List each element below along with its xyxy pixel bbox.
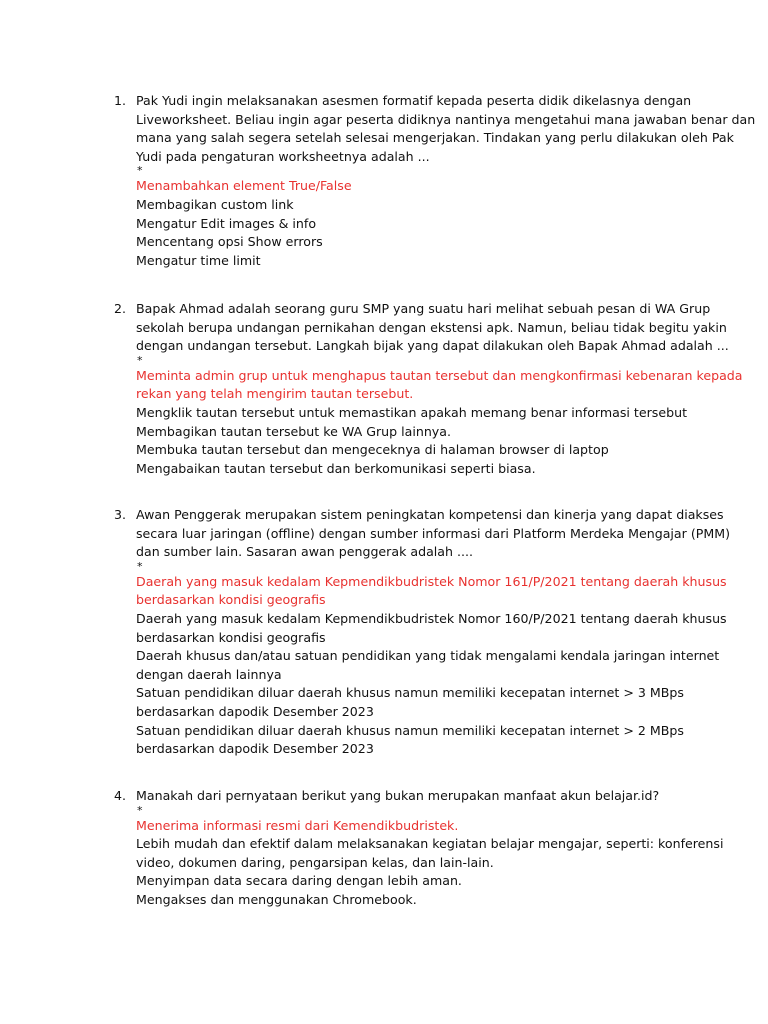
correct-answer: berdasarkan kondisi geografis bbox=[136, 592, 326, 608]
question-text-line: Manakah dari pernyataan berikut yang bukan merupakan manfaat akun belajar.id? bbox=[136, 788, 660, 803]
correct-answer: Menambahkan element True/False bbox=[136, 178, 352, 194]
answer-option: video, dokumen daring, pengarsipan kelas, dan lain-lain. bbox=[136, 854, 494, 870]
answer-option: Satuan pendidikan diluar daerah khusus namun memiliki kecepatan internet > 3 MBps bbox=[136, 685, 684, 701]
question-number: 1. bbox=[114, 93, 127, 108]
answer-option: Mengklik tautan tersebut untuk memastikan apakah memang benar informasi tersebut bbox=[136, 404, 688, 420]
answer-option: Daerah yang masuk kedalam Kepmendikbudristek Nomor 160/P/2021 tentang daerah khusus bbox=[136, 610, 727, 626]
correct-answer: Menerima informasi resmi dari Kemendikbudristek. bbox=[136, 817, 459, 833]
question-body bbox=[136, 300, 743, 478]
question-number: 3. bbox=[114, 507, 127, 522]
required-mark: * bbox=[137, 353, 143, 367]
answer-option: dengan daerah lainnya bbox=[136, 666, 282, 682]
question-text-line: Liveworksheet. Beliau ingin agar peserta didiknya nantinya mengetahui mana jawaban benar dan bbox=[136, 111, 756, 127]
required-mark: * bbox=[137, 559, 143, 573]
answer-option: Membagikan tautan tersebut ke WA Grup lainnya. bbox=[136, 423, 451, 439]
question-body bbox=[136, 506, 730, 759]
question-text-line: Awan Penggerak merupakan sistem peningkatan kompetensi dan kinerja yang dapat diakses bbox=[136, 507, 724, 522]
answer-option: Menyimpan data secara daring dengan lebih aman. bbox=[136, 873, 462, 889]
question-text-line: mana yang salah segera setelah selesai mengerjakan. Tindakan yang perlu dilakukan oleh Pak bbox=[136, 130, 734, 146]
answer-option: Membagikan custom link bbox=[136, 196, 294, 212]
answer-option: Mengakses dan menggunakan Chromebook. bbox=[136, 891, 417, 907]
question-body bbox=[136, 787, 724, 910]
question-text-line: Pak Yudi ingin melaksanakan asesmen formatif kepada peserta didik dikelasnya dengan bbox=[136, 93, 692, 108]
answer-option: Membuka tautan tersebut dan mengeceknya di halaman browser di laptop bbox=[136, 442, 609, 458]
answer-option: berdasarkan dapodik Desember 2023 bbox=[136, 703, 374, 719]
answer-option: Daerah khusus dan/atau satuan pendidikan yang tidak mengalami kendala jaringan internet bbox=[136, 648, 720, 664]
question-text-line: dan sumber lain. Sasaran awan penggerak adalah .... bbox=[136, 544, 474, 560]
required-mark: * bbox=[137, 803, 143, 817]
correct-answer: rekan yang telah mengirim tautan tersebut. bbox=[136, 386, 414, 402]
required-mark: * bbox=[137, 164, 143, 178]
correct-answer: Meminta admin grup untuk menghapus tautan tersebut dan mengkonfirmasi kebenaran kepada bbox=[136, 367, 743, 383]
answer-option: berdasarkan dapodik Desember 2023 bbox=[136, 741, 374, 757]
question-number: 2. bbox=[114, 301, 127, 316]
answer-option: Mengatur Edit images & info bbox=[136, 215, 317, 231]
question-number: 4. bbox=[114, 788, 127, 803]
answer-option: Mengabaikan tautan tersebut dan berkomunikasi seperti biasa. bbox=[136, 460, 536, 476]
question-text-line: Bapak Ahmad adalah seorang guru SMP yang suatu hari melihat sebuah pesan di WA Grup bbox=[136, 301, 711, 316]
correct-answer: Daerah yang masuk kedalam Kepmendikbudristek Nomor 161/P/2021 tentang daerah khusus bbox=[136, 573, 727, 589]
question-body bbox=[136, 92, 756, 270]
answer-option: Lebih mudah dan efektif dalam melaksanakan kegiatan belajar mengajar, seperti: konferensi bbox=[136, 836, 724, 852]
question-text-line: Yudi pada pengaturan worksheetnya adalah ... bbox=[136, 148, 430, 164]
question-text-line: dengan undangan tersebut. Langkah bijak yang dapat dilakukan oleh Bapak Ahmad adalah ... bbox=[136, 338, 729, 354]
answer-option: Mencentang opsi Show errors bbox=[136, 234, 323, 250]
answer-option: berdasarkan kondisi geografis bbox=[136, 629, 326, 645]
question-text-line: sekolah berupa undangan pernikahan dengan ekstensi apk. Namun, beliau tidak begitu yakin bbox=[136, 319, 727, 335]
answer-option: Mengatur time limit bbox=[136, 252, 261, 268]
question-text-line: secara luar jaringan (offline) dengan sumber informasi dari Platform Merdeka Mengajar (PMM) bbox=[136, 525, 730, 541]
answer-option: Satuan pendidikan diluar daerah khusus namun memiliki kecepatan internet > 2 MBps bbox=[136, 722, 684, 738]
